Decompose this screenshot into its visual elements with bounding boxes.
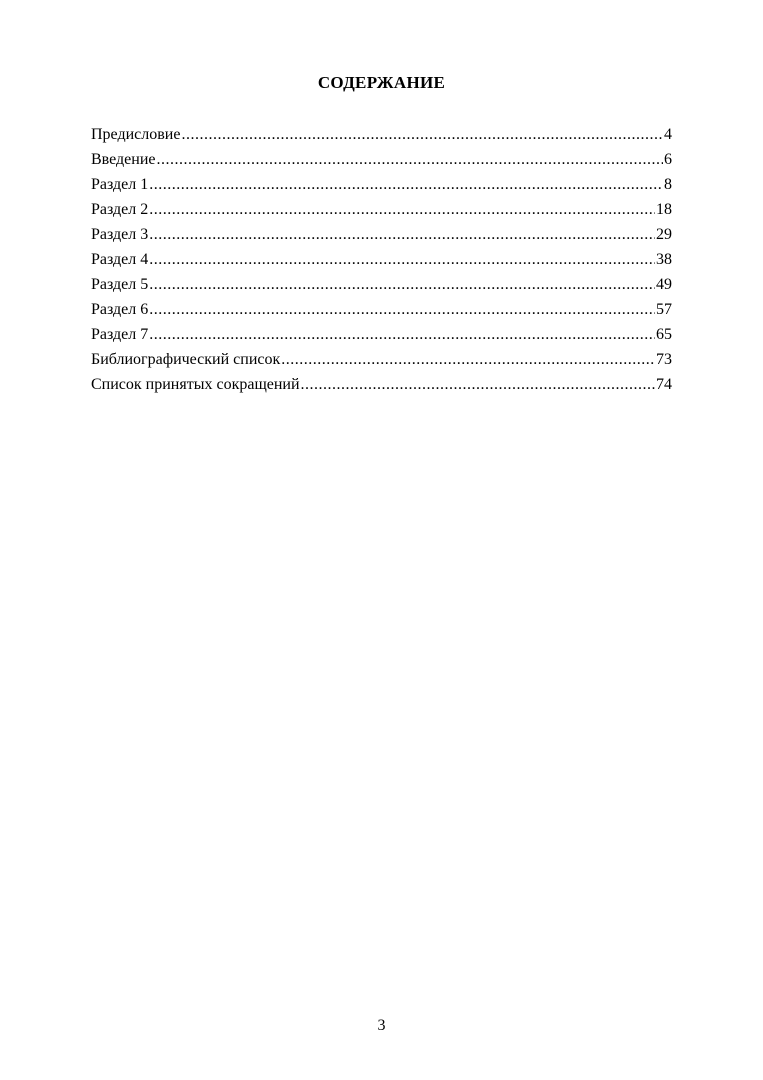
toc-entry-label: Раздел 2 <box>91 201 149 218</box>
toc-entry-label: Список принятых сокращений <box>91 376 300 393</box>
toc-entry-label: Предисловие <box>91 126 181 143</box>
toc-entry-section-7 <box>91 322 672 347</box>
toc-entry-page: 74 <box>656 376 672 393</box>
toc-entry-label: Раздел 4 <box>91 251 149 268</box>
toc-entry-label: Раздел 1 <box>91 176 149 193</box>
toc-entry-section-3 <box>91 222 672 247</box>
toc-entry-page: 65 <box>656 326 672 343</box>
toc-entry-page: 29 <box>656 226 672 243</box>
page-number: 3 <box>377 1017 386 1034</box>
toc-entry-label: Раздел 7 <box>91 326 149 343</box>
toc-entry-introduction <box>91 147 672 172</box>
toc-entry-page: 57 <box>656 301 672 318</box>
toc-dot-leader <box>149 197 655 222</box>
toc-entry-page: 73 <box>656 351 672 368</box>
toc-entry-section-4 <box>91 247 672 272</box>
page-title: СОДЕРЖАНИЕ <box>317 73 446 92</box>
toc-entry-page: 18 <box>656 201 672 218</box>
toc-entry-page: 8 <box>664 176 672 193</box>
table-of-contents <box>91 122 672 397</box>
toc-entry-section-2 <box>91 197 672 222</box>
toc-dot-leader <box>281 347 655 372</box>
toc-entry-section-6 <box>91 297 672 322</box>
toc-entry-page: 4 <box>664 126 672 143</box>
toc-entry-label: Библиографический список <box>91 351 281 368</box>
toc-entry-label: Введение <box>91 151 156 168</box>
toc-dot-leader <box>149 322 655 347</box>
toc-entry-page: 49 <box>656 276 672 293</box>
toc-entry-page: 38 <box>656 251 672 268</box>
toc-entry-label: Раздел 5 <box>91 276 149 293</box>
toc-entry-label: Раздел 3 <box>91 226 149 243</box>
toc-dot-leader <box>301 372 655 397</box>
toc-entry-abbreviations <box>91 372 672 397</box>
toc-dot-leader <box>149 272 655 297</box>
toc-entry-section-5 <box>91 272 672 297</box>
toc-entry-label: Раздел 6 <box>91 301 149 318</box>
toc-dot-leader <box>157 147 664 172</box>
toc-dot-leader <box>149 297 655 322</box>
toc-dot-leader <box>149 222 655 247</box>
toc-entry-preface <box>91 122 672 147</box>
toc-dot-leader <box>181 122 663 147</box>
toc-dot-leader <box>149 172 663 197</box>
toc-entry-section-1 <box>91 172 672 197</box>
toc-dot-leader <box>149 247 655 272</box>
toc-entry-bibliography <box>91 347 672 372</box>
toc-entry-page: 6 <box>664 151 672 168</box>
